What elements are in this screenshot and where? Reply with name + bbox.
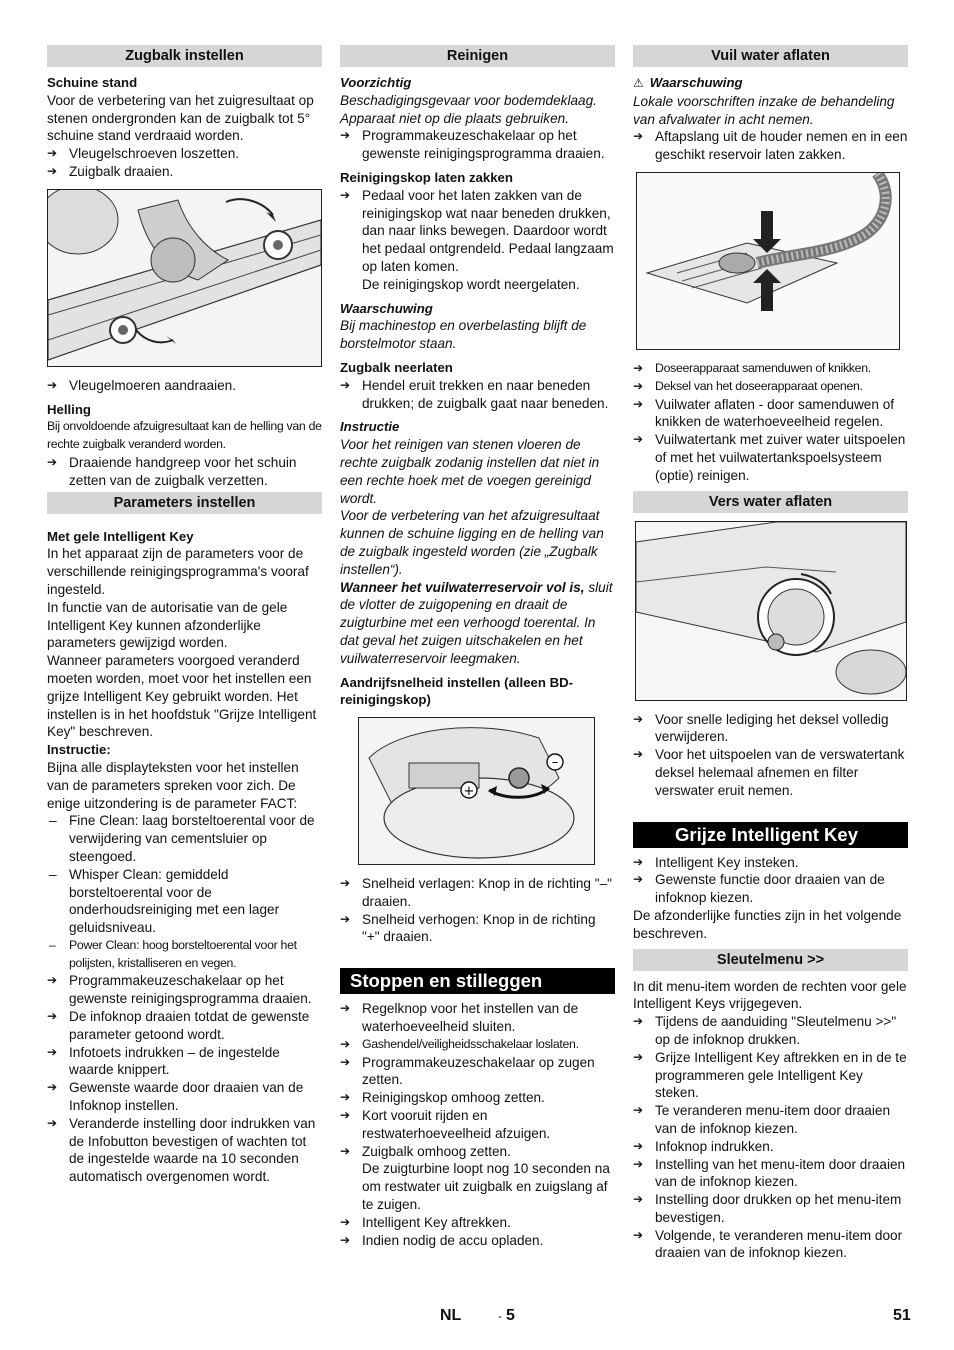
step-item: ➔ Tijdens de aanduiding "Sleutelmenu >>" op de infoknop drukken.	[633, 1013, 908, 1049]
step-text: Zuigbalk omhoog zetten.	[362, 1143, 511, 1159]
section-title-vuil-water: Vuil water aflaten	[633, 45, 908, 67]
illustration-fresh-water-cap	[635, 521, 907, 701]
step-item: ➔ Vleugelmoeren aandraaien.	[47, 377, 322, 395]
step-item: ➔ Volgende, te veranderen menu-item door draaien van de infoknop kiezen.	[633, 1227, 908, 1263]
page-dash: -	[498, 1309, 502, 1323]
paragraph: Wanneer parameters voorgoed veranderd moeten worden, moet voor het instellen een grijze Intelligent Key gebruikt worden. Het instellen is in het hoofdstuk "Grijze Intelligent Key" beschreven.	[47, 653, 317, 740]
dash-list	[47, 812, 322, 972]
column-right	[633, 45, 908, 1262]
dash-item: – Whisper Clean: gemiddeld borsteltoerental voor de onderhoudsreiniging met een lager geluidsniveau.	[47, 866, 322, 937]
step-item: ➔ Intelligent Key aftrekken.	[340, 1214, 615, 1232]
step-item: ➔ Vleugelschroeven loszetten.	[47, 145, 322, 163]
step-item: ➔ Grijze Intelligent Key aftrekken en in de te programmeren gele Intelligent Key steken.	[633, 1049, 908, 1102]
paragraph: Voor het reinigen van stenen vloeren de rechte zuigbalk zodanig instellen dat niet in een rechte hoek met de voegen gereinigd wordt.	[340, 437, 600, 506]
step-item: ➔ Snelheid verlagen: Knop in de richting "–" draaien.	[340, 875, 615, 911]
language-code: NL	[440, 1307, 462, 1324]
section-title-vers-water: Vers water aflaten	[633, 491, 908, 513]
step-list	[633, 128, 908, 164]
step-list	[633, 854, 908, 907]
step-item: ➔ Intelligent Key insteken.	[633, 854, 908, 872]
chapter-title-grijze-key: Grijze Intelligent Key	[633, 822, 908, 848]
step-list	[47, 377, 322, 395]
subheading-gele-key: Met gele Intelligent Key	[47, 528, 194, 544]
paragraph: Voor de verbetering van het zuigresultaat op stenen ondergronden kan de zuigbalk tot 5° schuine stand verdraaid worden.	[47, 92, 314, 144]
paragraph: Bij onvoldoende afzuigresultaat kan de helling van de rechte zuigbalk veranderd worden.	[47, 419, 322, 452]
step-result: De reinigingskop wordt neergelaten.	[362, 276, 580, 292]
subheading-schuine-stand: Schuine stand	[47, 75, 138, 90]
paragraph	[340, 579, 615, 668]
illustration-drain-hose	[636, 172, 900, 350]
section-title-parameters-instellen: Parameters instellen	[47, 492, 322, 514]
step-item: ➔ Snelheid verhogen: Knop in de richting "+" draaien.	[340, 911, 615, 947]
bold-lead: Wanneer het vuilwaterreservoir vol is,	[340, 579, 585, 595]
paragraph: Beschadigingsgevaar voor bodemdeklaag. Apparaat niet op die plaats gebruiken.	[340, 92, 597, 126]
column-left	[47, 45, 322, 1186]
paragraph: Lokale voorschriften inzake de behandeling van afvalwater in acht nemen.	[633, 93, 895, 127]
step-item: ➔ Programmakeuzeschakelaar op zugen zetten.	[340, 1054, 615, 1090]
minus-label: –	[551, 755, 559, 771]
chapter-title-stoppen: Stoppen en stilleggen	[340, 968, 615, 994]
step-item: ➔ Infotoets indrukken – de ingestelde waarde knippert.	[47, 1044, 322, 1080]
subheading-waarschuwing: Waarschuwing	[340, 300, 433, 316]
paragraph-rest: sluit de vlotter de zuigopening en draait de zuigturbine met een verhoogd toerental. In dat geval het zuigen uitschakelen en het vuilwaterreservoir leegmaken.	[340, 579, 613, 666]
warning-triangle-icon: ⚠	[633, 76, 644, 90]
step-list	[340, 1000, 615, 1249]
warning-label: Waarschuwing	[649, 75, 743, 90]
step-item: ➔ Draaiende handgreep voor het schuin zetten van de zuigbalk verzetten.	[47, 454, 322, 490]
illustration-squeegee-angle	[47, 189, 322, 367]
step-list	[633, 1013, 908, 1262]
dash-item: – Power Clean: hoog borsteltoerental voor het polijsten, kristalliseren en vegen.	[47, 937, 322, 973]
step-item: ➔ Voor het uitspoelen van de verswatertank deksel helemaal afnemen en filter verswater eruit nemen.	[633, 746, 908, 799]
subheading-reinigingskop: Reinigingskop laten zakken	[340, 169, 513, 185]
step-item: ➔ Programmakeuzeschakelaar op het gewenste reinigingsprogramma draaien.	[47, 972, 322, 1008]
subheading-waarschuwing	[633, 74, 908, 93]
paragraph: Voor de verbetering van het afzuigresultaat kunnen de schuine ligging en de helling van de zuigbalk ingesteld worden (zie „Zugbalk instellen“).	[340, 508, 604, 577]
step-item: ➔ Zuigbalk draaien.	[47, 163, 322, 181]
page-number: 51	[893, 1307, 911, 1324]
step-list	[47, 145, 322, 181]
step-item: ➔ Gewenste waarde door draaien van de Infoknop instellen.	[47, 1079, 322, 1115]
step-item: ➔ Hendel eruit trekken en naar beneden drukken; de zuigbalk gaat naar beneden.	[340, 377, 615, 413]
step-list	[340, 875, 615, 946]
paragraph: De afzonderlijke functies zijn in het volgende beschreven.	[633, 907, 902, 941]
subheading-instructie: Instructie	[340, 419, 400, 435]
step-item: ➔ Kort vooruit rijden en restwaterhoeveelheid afzuigen.	[340, 1107, 615, 1143]
subheading-aandrijfsnelheid: Aandrijfsnelheid instellen (alleen BD-reinigingskop)	[340, 674, 574, 708]
step-list	[47, 454, 322, 490]
dash-item: – Fine Clean: laag borsteltoerental voor de verwijdering van cementsluier op steengoed.	[47, 812, 322, 865]
step-item: ➔ Doseerapparaat samenduwen of knikken.	[633, 360, 908, 378]
subheading-voorzichtig: Voorzichtig	[340, 75, 412, 90]
page-footer	[0, 1307, 954, 1329]
step-list	[47, 972, 322, 1186]
subheading-helling: Helling	[47, 401, 91, 417]
step-list	[633, 360, 908, 485]
step-item: ➔ Veranderde instelling door indrukken van de Infobutton bevestigen of wachten tot de ingestelde waarde na 10 seconden automatisch overgenomen wordt.	[47, 1115, 322, 1186]
step-item: ➔ Voor snelle lediging het deksel volledig verwijderen.	[633, 711, 908, 747]
step-item: ➔ Gewenste functie door draaien van de infoknop kiezen.	[633, 871, 908, 907]
step-item: ➔ Indien nodig de accu opladen.	[340, 1232, 615, 1250]
section-page-number: 5	[506, 1307, 515, 1324]
step-list	[633, 711, 908, 800]
subheading-instructie: Instructie:	[47, 742, 111, 758]
step-item	[340, 187, 615, 294]
subheading-zugbalk-neerlaten: Zugbalk neerlaten	[340, 359, 453, 375]
section-title-zugbalk-instellen: Zugbalk instellen	[47, 45, 322, 67]
illustration-speed-knob	[358, 717, 595, 865]
paragraph: Bij machinestop en overbelasting blijft de borstelmotor staan.	[340, 318, 587, 352]
section-page	[498, 1307, 515, 1325]
step-item	[340, 1143, 615, 1214]
step-list	[340, 187, 615, 294]
step-item: ➔ Reinigingskop omhoog zetten.	[340, 1089, 615, 1107]
step-list	[340, 127, 615, 163]
paragraph: Bijna alle displayteksten voor het instellen van de parameters spreken voor zich. De enige uitzondering is de parameter FACT:	[47, 759, 299, 811]
paragraph: In functie van de autorisatie van de gele Intelligent Key kunnen afzonderlijke parameters gewijzigd worden.	[47, 599, 288, 651]
step-item: ➔ Instelling door drukken op het menu-item bevestigen.	[633, 1191, 908, 1227]
section-title-sleutelmenu: Sleutelmenu >>	[633, 949, 908, 971]
step-item: ➔ Deksel van het doseerapparaat openen.	[633, 378, 908, 396]
step-item: ➔ Instelling van het menu-item door draaien van de infoknop kiezen.	[633, 1156, 908, 1192]
step-item: ➔ Infoknop indrukken.	[633, 1138, 908, 1156]
step-text: Pedaal voor het laten zakken van de reinigingskop wat naar beneden drukken, dan naar links bewegen. Daardoor wordt het pedaal ontgrendeld. Pedaal langzaam op laten komen.	[362, 187, 614, 274]
step-item: ➔ Vuilwater aflaten - door samenduwen of knikken de waterhoeveelheid regelen.	[633, 396, 908, 432]
column-middle	[340, 45, 615, 1249]
step-item: ➔ Programmakeuzeschakelaar op het gewenste reinigingsprogramma draaien.	[340, 127, 615, 163]
step-result: De zuigturbine loopt nog 10 seconden na om restwater uit zuigbalk en zuigslang af te zuigen.	[362, 1161, 610, 1213]
step-item: ➔ Te veranderen menu-item door draaien van de infoknop kiezen.	[633, 1102, 908, 1138]
step-list	[340, 377, 615, 413]
paragraph: In het apparaat zijn de parameters voor de verschillende reinigingsprogramma's vooraf ingesteld.	[47, 546, 309, 597]
paragraph: In dit menu-item worden de rechten voor gele Intelligent Keys vrijgegeven.	[633, 978, 907, 1012]
step-item: ➔ Aftapslang uit de houder nemen en in een geschikt reservoir laten zakken.	[633, 128, 908, 164]
step-item: ➔ Gashendel/veiligheidsschakelaar loslaten.	[340, 1036, 615, 1054]
step-item: ➔ Vuilwatertank met zuiver water uitspoelen of met het vuilwatertankspoelsysteem (optie) reinigen.	[633, 431, 908, 484]
plus-label: +	[463, 784, 475, 800]
step-item: ➔ De infoknop draaien totdat de gewenste parameter getoond wordt.	[47, 1008, 322, 1044]
section-title-reinigen: Reinigen	[340, 45, 615, 67]
step-item: ➔ Regelknop voor het instellen van de waterhoeveelheid sluiten.	[340, 1000, 615, 1036]
